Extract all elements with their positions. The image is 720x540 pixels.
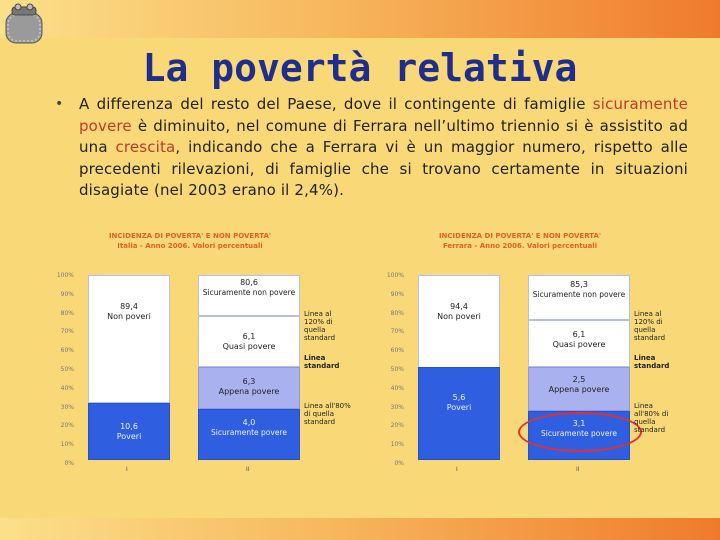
bar2-s3-value: 6,3 bbox=[242, 377, 256, 386]
bar1-poveri-label: Poveri bbox=[116, 432, 142, 441]
annotation-standard: Linea standard bbox=[634, 354, 670, 370]
bar1-nonpoveri bbox=[88, 275, 170, 403]
y-tick: 100% bbox=[56, 272, 74, 279]
bar2-s1-label: Sicuramente non povere bbox=[532, 290, 626, 299]
y-tick: 90% bbox=[60, 290, 74, 298]
annotation-80: Linea all'80% di quella standard bbox=[304, 402, 351, 426]
bar2-s2-value: 6,1 bbox=[572, 330, 586, 339]
para-highlight-crescita: crescita bbox=[115, 138, 176, 157]
chart-italia bbox=[50, 232, 350, 482]
y-tick: 70% bbox=[390, 328, 404, 336]
y-tick: 40% bbox=[60, 384, 74, 392]
bar2-s2-value: 6,1 bbox=[242, 332, 256, 341]
bar1-poveri-value: 5,6 bbox=[452, 393, 466, 402]
y-tick: 0% bbox=[394, 460, 404, 467]
x-label: II bbox=[576, 466, 580, 473]
bar1-poveri-value: 10,6 bbox=[120, 422, 138, 431]
bar2-s4-label: Sicuramente povere bbox=[541, 429, 617, 438]
bar2-s3-value: 2,5 bbox=[572, 375, 586, 384]
y-tick: 50% bbox=[60, 366, 74, 373]
bar1-poveri bbox=[418, 367, 500, 460]
slide-title: La povertà relativa bbox=[142, 46, 578, 90]
bar1-poveri-label: Poveri bbox=[446, 403, 472, 412]
y-tick: 20% bbox=[390, 422, 404, 430]
bar1-nonpoveri-label: Non poveri bbox=[437, 312, 481, 321]
bar1-poveri bbox=[88, 403, 170, 460]
y-tick: 30% bbox=[390, 403, 404, 411]
purse-logo bbox=[2, 1, 46, 47]
y-tick: 70% bbox=[60, 328, 74, 336]
y-tick: 10% bbox=[390, 441, 404, 449]
y-tick: 20% bbox=[60, 422, 74, 430]
para-text-1: A differenza del resto del Paese, dove il contingente di famiglie bbox=[79, 95, 593, 113]
bar2-s4-label: Sicuramente povere bbox=[211, 428, 287, 437]
bar2-s2-label: Quasi povere bbox=[552, 340, 606, 349]
bottom-decor-bar bbox=[0, 518, 720, 540]
chart-title: INCIDENZA DI POVERTA' E NON POVERTA' bbox=[438, 232, 602, 240]
bar1-nonpoveri-value: 89,4 bbox=[120, 302, 138, 311]
bullet-marker: • bbox=[55, 96, 64, 112]
annotation-120: Linea al 120% di quella standard bbox=[304, 310, 336, 342]
annotation-80: Linea all'80% di quella standard bbox=[634, 402, 669, 434]
y-tick: 80% bbox=[60, 309, 74, 317]
body-paragraph bbox=[79, 94, 688, 202]
bar2-s3-label: Appena povere bbox=[218, 387, 280, 396]
bar2-sicuramente-non-povere bbox=[198, 275, 300, 316]
chart-ferrara bbox=[380, 232, 680, 482]
bar2-s1-value: 85,3 bbox=[570, 280, 588, 289]
bar2-quasi-povere bbox=[198, 316, 300, 367]
bar2-s4-value: 3,1 bbox=[572, 419, 586, 428]
x-label: I bbox=[456, 466, 458, 473]
bar2-s1-value: 80,6 bbox=[240, 278, 258, 287]
bar2-s2-label: Quasi povere bbox=[222, 342, 276, 351]
y-tick: 80% bbox=[390, 309, 404, 317]
bar2-appena-povere bbox=[528, 367, 630, 411]
bar2-quasi-povere bbox=[528, 320, 630, 367]
y-tick: 40% bbox=[390, 384, 404, 392]
y-tick: 60% bbox=[60, 347, 74, 355]
y-tick: 60% bbox=[390, 347, 404, 355]
y-tick: 30% bbox=[60, 403, 74, 411]
para-text-2: è diminuito, nel comune di Ferrara nell’ultimo triennio si è assistito ad una bbox=[79, 116, 688, 157]
y-tick: 10% bbox=[60, 441, 74, 449]
x-label: I bbox=[126, 466, 128, 473]
highlight-circle bbox=[518, 412, 642, 452]
bar1-nonpoveri-value: 94,4 bbox=[450, 302, 468, 311]
bar2-s1-label: Sicuramente non povere bbox=[202, 288, 296, 297]
para-highlight-sicuramente-povere: sicuramente povere bbox=[79, 95, 688, 135]
annotation-120: Linea al 120% di quella standard bbox=[634, 310, 666, 342]
bar2-sicuramente-non-povere bbox=[528, 275, 630, 320]
top-decor-bar bbox=[0, 0, 720, 38]
y-tick: 100% bbox=[386, 272, 404, 279]
chart-title: INCIDENZA DI POVERTA' E NON POVERTA' bbox=[108, 232, 272, 240]
bar2-appena-povere bbox=[198, 367, 300, 409]
y-tick: 0% bbox=[64, 460, 74, 467]
bar1-nonpoveri-label: Non poveri bbox=[107, 312, 151, 321]
bar2-sicuramente-povere bbox=[198, 409, 300, 460]
annotation-standard: Linea standard bbox=[304, 354, 340, 370]
para-text-3: , indicando che a Ferrara vi è un maggior numero, rispetto alle precedenti rilevazioni, di famiglie che si trovano certamente in situazioni disagiate (nel 2003 erano il 2,4%). bbox=[79, 138, 688, 200]
y-tick: 90% bbox=[390, 290, 404, 298]
chart-subtitle: Italia - Anno 2006. Valori percentuali bbox=[117, 242, 263, 250]
bar2-s4-value: 4,0 bbox=[242, 418, 256, 427]
bar2-s3-label: Appena povere bbox=[548, 385, 610, 394]
y-tick: 50% bbox=[390, 366, 404, 373]
x-label: II bbox=[246, 466, 250, 473]
chart-subtitle: Ferrara - Anno 2006. Valori percentuali bbox=[442, 242, 598, 250]
